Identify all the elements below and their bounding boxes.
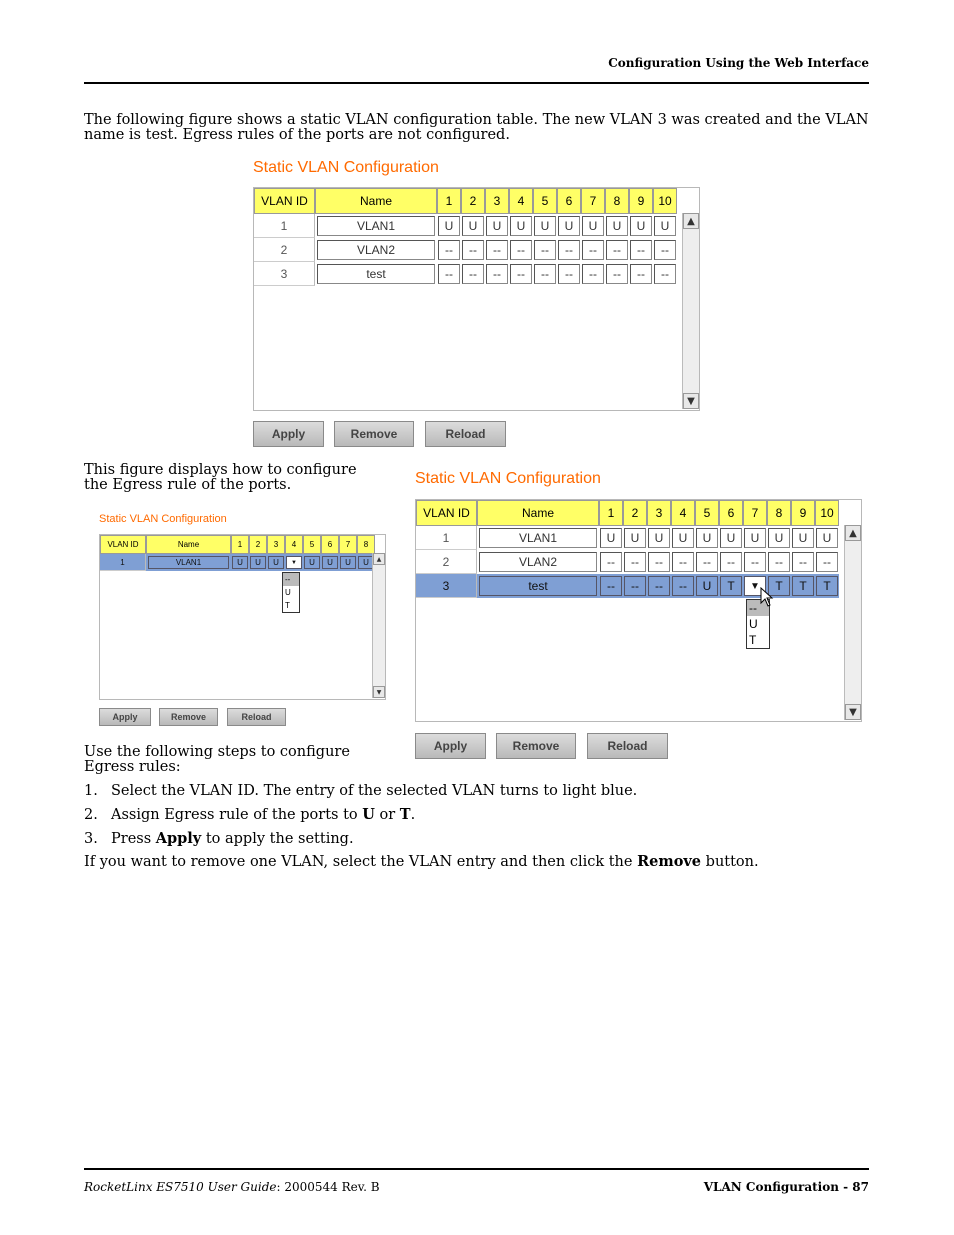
step-text: . bbox=[410, 807, 416, 823]
vlan-row-1-port-1-field[interactable]: U bbox=[232, 556, 248, 569]
header-port-10: 10 bbox=[815, 500, 839, 526]
header-port-3: 3 bbox=[647, 500, 671, 526]
header-port-6: 6 bbox=[321, 535, 339, 554]
bold-text: U bbox=[362, 806, 375, 823]
step-text: Select the VLAN ID. The entry of the selected VLAN turns to light blue. bbox=[111, 783, 638, 799]
note-text: button. bbox=[701, 854, 759, 870]
vlan-row-2-port-10-field[interactable]: -- bbox=[654, 240, 676, 260]
vlan-row-3-port-8-field[interactable]: -- bbox=[606, 264, 628, 284]
vlan-row-1-port-9-field[interactable]: U bbox=[630, 216, 652, 236]
header-rule bbox=[84, 82, 869, 84]
vlan-row-1-port-3-field[interactable]: U bbox=[268, 556, 284, 569]
vlan-row-2-port-9-field[interactable]: -- bbox=[630, 240, 652, 260]
vlan-row-3-port-8-field[interactable]: T bbox=[768, 576, 790, 596]
vlan-row-1-port-2-field[interactable]: U bbox=[462, 216, 484, 236]
header-port-10: 10 bbox=[653, 188, 677, 214]
scroll-down-icon[interactable]: ▼ bbox=[683, 393, 699, 409]
vlan-row-3-port-5-field[interactable]: -- bbox=[534, 264, 556, 284]
fig1-title: Static VLAN Configuration bbox=[253, 159, 439, 176]
header-port-4: 4 bbox=[509, 188, 533, 214]
vlan-row-1-port-4-select[interactable] bbox=[286, 556, 302, 569]
vlan-row-2-port-6-field[interactable]: -- bbox=[558, 240, 580, 260]
header-port-5: 5 bbox=[303, 535, 321, 554]
scroll-up-icon[interactable]: ▲ bbox=[845, 525, 861, 541]
fig2-remove-button[interactable]: Remove bbox=[159, 708, 218, 726]
vlan-row-1-id[interactable]: 1 bbox=[100, 554, 146, 571]
vlan-row-3-port-2-field[interactable]: -- bbox=[624, 576, 646, 596]
vlan-row-3-port-6-field[interactable]: -- bbox=[558, 264, 580, 284]
header-port-1: 1 bbox=[231, 535, 249, 554]
vlan-row-3-id[interactable]: 3 bbox=[416, 574, 477, 598]
vlan-row-1-port-5-field[interactable]: U bbox=[696, 528, 718, 548]
vlan-row-1-port-3-field[interactable]: U bbox=[648, 528, 670, 548]
vlan-row-1-port-5-field[interactable]: U bbox=[304, 556, 320, 569]
running-header: Configuration Using the Web Interface bbox=[608, 56, 869, 70]
header-port-6: 6 bbox=[719, 500, 743, 526]
egress-dropdown-list[interactable] bbox=[282, 572, 300, 613]
header-vlan-id: VLAN ID bbox=[416, 500, 477, 526]
header-port-4: 4 bbox=[671, 500, 695, 526]
steps-intro: Use the following steps to configure Egress rules: bbox=[84, 744, 350, 775]
vlan-row-3-name-field[interactable]: test bbox=[479, 576, 597, 596]
header-port-7: 7 bbox=[743, 500, 767, 526]
remove-note bbox=[84, 853, 759, 870]
header-port-6: 6 bbox=[557, 188, 581, 214]
vlan-row-3-port-10-field[interactable]: -- bbox=[654, 264, 676, 284]
step-text: Press bbox=[111, 831, 156, 847]
vlan-row-2-name-field[interactable]: VLAN2 bbox=[479, 552, 597, 572]
vlan-row-1-port-8-field[interactable]: U bbox=[358, 556, 374, 569]
step-text: Assign Egress rule of the ports to bbox=[111, 807, 363, 823]
step-text: or bbox=[374, 807, 400, 823]
vlan-row-3-port-9-field[interactable]: -- bbox=[630, 264, 652, 284]
vlan-row-2-port-2-field[interactable]: -- bbox=[624, 552, 646, 572]
vlan-row-2-port-10-field[interactable]: -- bbox=[816, 552, 838, 572]
vlan-row-2-port-3-field[interactable]: -- bbox=[486, 240, 508, 260]
footer-rule bbox=[84, 1168, 869, 1170]
vlan-row-3-port-3-field[interactable]: -- bbox=[648, 576, 670, 596]
header-port-5: 5 bbox=[533, 188, 557, 214]
vlan-row-3-port-1-field[interactable]: -- bbox=[600, 576, 622, 596]
step-number: 1. bbox=[84, 783, 98, 799]
dropdown-option[interactable]: -- bbox=[747, 600, 769, 616]
chevron-down-icon[interactable]: ▼ bbox=[291, 559, 297, 566]
header-port-2: 2 bbox=[249, 535, 267, 554]
vlan-row-1-port-3-field[interactable]: U bbox=[486, 216, 508, 236]
vlan-row-3-port-1-field[interactable]: -- bbox=[438, 264, 460, 284]
bold-text: Remove bbox=[637, 853, 702, 870]
header-vlan-id: VLAN ID bbox=[100, 535, 146, 554]
vlan-row-2-port-7-field[interactable]: -- bbox=[582, 240, 604, 260]
header-port-2: 2 bbox=[623, 500, 647, 526]
vlan-row-1-port-2-field[interactable]: U bbox=[250, 556, 266, 569]
intro-paragraph: The following figure shows a static VLAN configuration table. The new VLAN 3 was created and the VLAN name is test. Egress rules of the ports are not configured. bbox=[84, 112, 869, 143]
vlan-row-1-port-10-field[interactable]: U bbox=[816, 528, 838, 548]
header-port-8: 8 bbox=[767, 500, 791, 526]
vlan-row-3-port-4-field[interactable]: -- bbox=[672, 576, 694, 596]
scroll-down-icon[interactable]: ▼ bbox=[373, 686, 385, 698]
vlan-row-1-port-8-field[interactable]: U bbox=[768, 528, 790, 548]
note-text: If you want to remove one VLAN, select the VLAN entry and then click the bbox=[84, 854, 638, 870]
vlan-row-1-name-field[interactable]: VLAN1 bbox=[479, 528, 597, 548]
fig1-apply-button[interactable]: Apply bbox=[253, 421, 324, 447]
vlan-row-1-port-2-field[interactable]: U bbox=[624, 528, 646, 548]
scroll-up-icon[interactable]: ▲ bbox=[683, 213, 699, 229]
vlan-row-2-name-field[interactable]: VLAN2 bbox=[317, 240, 435, 260]
scroll-down-icon[interactable]: ▼ bbox=[845, 704, 861, 720]
dropdown-option[interactable]: T bbox=[749, 633, 757, 647]
header-port-8: 8 bbox=[357, 535, 375, 554]
header-port-7: 7 bbox=[581, 188, 605, 214]
vlan-row-2-port-5-field[interactable]: -- bbox=[696, 552, 718, 572]
vertical-scrollbar[interactable] bbox=[682, 213, 699, 409]
header-name: Name bbox=[315, 188, 437, 214]
vlan-row-1-port-4-field[interactable]: U bbox=[672, 528, 694, 548]
vlan-row-3-port-5-field[interactable]: U bbox=[696, 576, 718, 596]
vlan-row-3-port-3-field[interactable]: -- bbox=[486, 264, 508, 284]
vlan-row-1-port-10-field[interactable]: U bbox=[654, 216, 676, 236]
vlan-row-2-port-1-field[interactable]: -- bbox=[600, 552, 622, 572]
fig2-reload-button[interactable]: Reload bbox=[227, 708, 286, 726]
vertical-scrollbar[interactable] bbox=[844, 525, 861, 720]
vlan-row-2-port-9-field[interactable]: -- bbox=[792, 552, 814, 572]
vlan-row-2-port-3-field[interactable]: -- bbox=[648, 552, 670, 572]
fig3-vlan-table bbox=[415, 499, 862, 722]
vlan-row-1-name-field[interactable]: VLAN1 bbox=[317, 216, 435, 236]
vlan-row-3-port-7-field[interactable]: -- bbox=[582, 264, 604, 284]
vlan-row-2-port-4-field[interactable]: -- bbox=[510, 240, 532, 260]
header-port-9: 9 bbox=[791, 500, 815, 526]
step-1 bbox=[84, 783, 637, 799]
header-port-1: 1 bbox=[599, 500, 623, 526]
vlan-row-1-port-7-field[interactable]: U bbox=[582, 216, 604, 236]
vlan-row-2-port-8-field[interactable]: -- bbox=[768, 552, 790, 572]
fig1-vlan-table bbox=[253, 187, 700, 411]
vlan-row-1-port-6-field[interactable]: U bbox=[322, 556, 338, 569]
vlan-row-1-port-9-field[interactable]: U bbox=[792, 528, 814, 548]
fig3-apply-button[interactable]: Apply bbox=[415, 733, 486, 759]
step-2 bbox=[84, 806, 415, 823]
vlan-row-1-port-1-field[interactable]: U bbox=[438, 216, 460, 236]
vlan-row-2-id[interactable]: 2 bbox=[416, 550, 477, 574]
header-port-7: 7 bbox=[339, 535, 357, 554]
vlan-row-2-port-7-field[interactable]: -- bbox=[744, 552, 766, 572]
fig2-title: Static VLAN Configuration bbox=[99, 513, 227, 525]
header-name: Name bbox=[146, 535, 231, 554]
vlan-row-1-port-6-field[interactable]: U bbox=[558, 216, 580, 236]
vlan-row-3-id[interactable]: 3 bbox=[254, 262, 315, 286]
vlan-row-2-port-4-field[interactable]: -- bbox=[672, 552, 694, 572]
header-port-8: 8 bbox=[605, 188, 629, 214]
vlan-row-3-port-4-field[interactable]: -- bbox=[510, 264, 532, 284]
header-port-3: 3 bbox=[485, 188, 509, 214]
footer-left bbox=[84, 1180, 380, 1194]
dropdown-option[interactable]: T bbox=[285, 601, 290, 610]
fig2-apply-button[interactable]: Apply bbox=[99, 708, 151, 726]
vlan-row-2-port-5-field[interactable]: -- bbox=[534, 240, 556, 260]
vlan-row-1-name-field[interactable]: VLAN1 bbox=[148, 556, 229, 569]
step-number: 3. bbox=[84, 831, 98, 847]
header-port-2: 2 bbox=[461, 188, 485, 214]
vlan-row-3-name-field[interactable]: test bbox=[317, 264, 435, 284]
vertical-scrollbar[interactable] bbox=[372, 553, 385, 698]
vlan-row-1-port-1-field[interactable]: U bbox=[600, 528, 622, 548]
vlan-row-1-port-7-field[interactable]: U bbox=[744, 528, 766, 548]
footer-guide-title: RocketLinx ES7510 User Guide bbox=[84, 1180, 277, 1194]
fig3-reload-button[interactable]: Reload bbox=[587, 733, 668, 759]
header-port-5: 5 bbox=[695, 500, 719, 526]
step-text: to apply the setting. bbox=[201, 831, 354, 847]
fig1-reload-button[interactable]: Reload bbox=[425, 421, 506, 447]
step-3 bbox=[84, 830, 354, 847]
scroll-up-icon[interactable]: ▲ bbox=[373, 553, 385, 565]
dropdown-option[interactable]: -- bbox=[283, 573, 299, 586]
footer-right: VLAN Configuration - 87 bbox=[703, 1180, 869, 1194]
vlan-row-3-port-6-field[interactable]: T bbox=[720, 576, 742, 596]
step-number: 2. bbox=[84, 807, 98, 823]
bold-text: T bbox=[399, 806, 411, 823]
vlan-row-2-port-6-field[interactable]: -- bbox=[720, 552, 742, 572]
header-port-4: 4 bbox=[285, 535, 303, 554]
fig3-title: Static VLAN Configuration bbox=[415, 470, 601, 487]
vlan-row-3-port-2-field[interactable]: -- bbox=[462, 264, 484, 284]
vlan-row-1-port-4-field[interactable]: U bbox=[510, 216, 532, 236]
vlan-row-1-port-6-field[interactable]: U bbox=[720, 528, 742, 548]
fig3-remove-button[interactable]: Remove bbox=[496, 733, 576, 759]
header-port-1: 1 bbox=[437, 188, 461, 214]
vlan-row-1-port-8-field[interactable]: U bbox=[606, 216, 628, 236]
vlan-row-1-port-7-field[interactable]: U bbox=[340, 556, 356, 569]
mouse-cursor-icon bbox=[760, 587, 776, 609]
header-name: Name bbox=[477, 500, 599, 526]
vlan-row-3-port-10-field[interactable]: T bbox=[816, 576, 838, 596]
dropdown-option[interactable]: U bbox=[285, 588, 291, 597]
vlan-row-2-id[interactable]: 2 bbox=[254, 238, 315, 262]
vlan-row-2-port-8-field[interactable]: -- bbox=[606, 240, 628, 260]
vlan-row-2-port-2-field[interactable]: -- bbox=[462, 240, 484, 260]
figure-caption: This figure displays how to configure the Egress rule of the ports. bbox=[84, 462, 357, 493]
vlan-row-1-id[interactable]: 1 bbox=[254, 214, 315, 238]
header-vlan-id: VLAN ID bbox=[254, 188, 315, 214]
footer-doc-number: : 2000544 Rev. B bbox=[276, 1180, 380, 1194]
vlan-row-1-port-5-field[interactable]: U bbox=[534, 216, 556, 236]
vlan-row-1-id[interactable]: 1 bbox=[416, 526, 477, 550]
fig1-remove-button[interactable]: Remove bbox=[334, 421, 414, 447]
vlan-row-2-port-1-field[interactable]: -- bbox=[438, 240, 460, 260]
header-port-9: 9 bbox=[629, 188, 653, 214]
bold-text: Apply bbox=[155, 830, 202, 847]
header-port-3: 3 bbox=[267, 535, 285, 554]
fig2-vlan-table bbox=[99, 534, 386, 700]
vlan-row-3-port-9-field[interactable]: T bbox=[792, 576, 814, 596]
dropdown-option[interactable]: U bbox=[749, 617, 758, 631]
chevron-down-icon[interactable]: ▼ bbox=[750, 580, 760, 592]
